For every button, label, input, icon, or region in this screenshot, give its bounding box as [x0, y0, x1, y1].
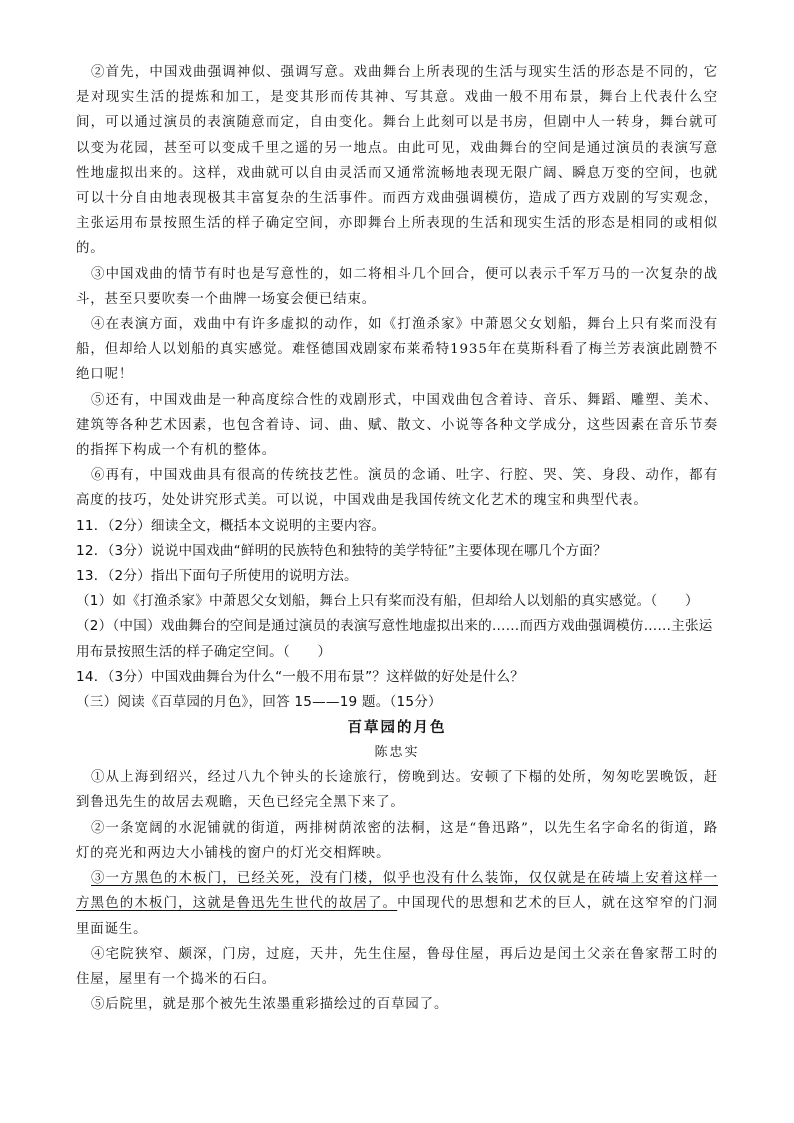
article-paragraph-2: ②一条宽阔的水泥铺就的街道，两排树荫浓密的法桐，这是“鲁迅路”，以先生名字命名的街道，路灯的亮光和两边大小铺栈的窗户的灯光交相辉映。 [76, 820, 718, 861]
section-3-instruction: （三）阅读《百草园的月色》，回答 15——19 题。（15分） [76, 694, 442, 711]
article-paragraph-5: ⑤后院里，就是那个被先生浓墨重彩描绘过的百草园了。 [91, 997, 449, 1013]
article-paragraph-1: ①从上海到绍兴，经过八九个钟头的长途旅行，傍晚到达。安顿了下榻的处所，匆匆吃罢晚饭，赶到鲁迅先生的故居去观瞻，天色已经完全黑下来了。 [76, 770, 718, 811]
paragraph-2: ②首先，中国戏曲强调神似、强调写意。戏曲舞台上所表现的生活与现实生活的形态是不同的，它是对现实生活的提炼和加工，是变其形而传其神、写其意。戏曲一般不用布景，舞台上代表什么空间，可以通过演员的表演随意而定，自由变化。舞台上此刻可以是书房，但剧中人一转身，舞台就可以变为花园，甚至可以变成千里之遥的另一地点。由此可见，戏曲舞台的空间是通过演员的表演写意性地虚拟出来的。这样，戏曲就可以自由灵活而又通常流畅地表现无限广阔、瞬息万变的空间，也就可以十分自由地表现极其丰富复杂的生活事件。而西方戏曲强调模仿，造成了西方戏剧的写实观念，主张运用布景按照生活的样子确定空间，亦即舞台上所表现的生活和现实生活的形态是相同的或相似的。 [76, 65, 718, 257]
paragraph-6: ⑥再有，中国戏曲具有很高的传统技艺性。演员的念诵、吐字、行腔、哭、笑、身段、动作，都有高度的技巧，处处讲究形式美。可以说，中国戏曲是我国传统文化艺术的瑰宝和典型代表。 [76, 468, 718, 509]
question-11: 11．（2分）细读全文，概括本文说明的主要内容。 [76, 517, 386, 534]
article-paragraph-3-rest: 中国现代的思想和艺术的巨人，就在这窄窄的门洞里面诞生。 [76, 896, 718, 937]
question-13: 13．（2分）指出下面句子所使用的说明方法。 [76, 568, 358, 585]
underlined-sentence: ③一方黑色的木板门，已经关死，没有门楼，似乎也没有什么装饰，仅仅就是在砖墙上安着这样一方黑色的木板门，这就是鲁迅先生世代的故居了。 [76, 871, 718, 912]
question-12: 12．（3分）说说中国戏曲“鲜明的民族特色和独特的美学特征”主要体现在哪几个方面？ [76, 542, 607, 559]
paragraph-5: ⑤还有，中国戏曲是一种高度综合性的戏剧形式，中国戏曲包含着诗、音乐、舞蹈、雕塑、美术、建筑等各种艺术因素，也包含着诗、词、曲、赋、散文、小说等各种文学成分，这些因素在音乐节奏的指挥下构成一个有机的整体。 [76, 392, 718, 459]
question-14: 14．（3分）中国戏曲舞台为什么“一般不用布景”？这样做的好处是什么？ [76, 668, 525, 685]
question-13-item-2: （2）（中国）戏曲舞台的空间是通过演员的表演写意性地虚拟出来的……而西方戏曲强调模仿……主张运用布景按照生活的样子确定空间。（ ） [76, 618, 713, 660]
paragraph-3: ③中国戏曲的情节有时也是写意性的，如二将相斗几个回合，便可以表示千军万马的一次复杂的战斗，甚至只要吹奏一个曲牌一场宴会便已结束。 [76, 266, 718, 307]
article-paragraph-4: ④宅院狭窄、颇深，门房，过庭，天井，先生住屋，鲁母住屋，再后边是闰土父亲在鲁家帮工时的住屋，屋里有一个捣米的石臼。 [76, 946, 718, 987]
question-13-item-1: （1）如《打渔杀家》中萧恩父女划船，舞台上只有桨而没有船，但却给人以划船的真实感觉。（ ） [76, 593, 699, 610]
article-title: 百草园的月色 [347, 719, 447, 737]
article-paragraph-3 [76, 866, 718, 942]
paragraph-4: ④在表演方面，戏曲中有许多虚拟的动作，如《打渔杀家》中萧恩父女划船，舞台上只有桨而没有船，但却给人以划船的真实感觉。难怪德国戏剧家布莱希特1935年在莫斯科看了梅兰芳表演此剧赞不绝口呢！ [76, 317, 718, 383]
article-author: 陈忠实 [374, 745, 420, 761]
